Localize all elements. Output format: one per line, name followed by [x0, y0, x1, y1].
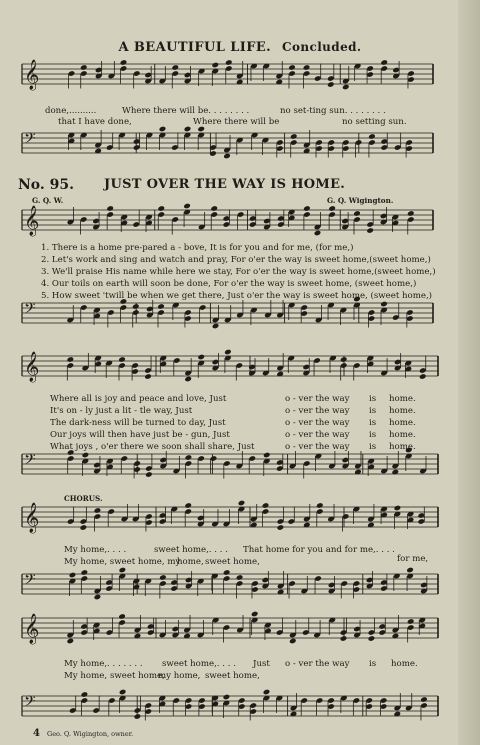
bass-clef-icon: 𝄢	[24, 693, 36, 714]
note-head	[328, 205, 336, 212]
composer: G. Q. Wigington.	[327, 196, 394, 205]
note-head	[159, 126, 167, 133]
note-head	[420, 696, 428, 703]
verse-line-2: 2. Let's work and sing and watch and pray, For o'er the way is sweet home,(sweet home,)	[41, 255, 431, 265]
verse-line-1: 1. There is a home pre-pared a - bove, It is for you and for me, (for me,)	[41, 243, 354, 253]
v2-line-4c: is	[369, 430, 377, 440]
note-head	[327, 81, 335, 88]
note-head	[159, 574, 167, 581]
v2-line-3b: o - ver the way	[285, 418, 350, 428]
note-head	[212, 323, 220, 330]
note-head	[340, 356, 348, 363]
note-head	[407, 210, 415, 217]
v2-line-1a: Where all is joy and peace and love, Just	[50, 394, 227, 404]
note-head	[394, 505, 402, 512]
note-head	[223, 569, 231, 576]
prev-song-header	[0, 40, 480, 55]
note-head	[406, 567, 414, 574]
chorus1-bottom-b: home,	[177, 557, 204, 567]
note-layer	[66, 59, 427, 720]
chorus2-top-d: o - ver the way	[285, 659, 350, 669]
verse-line-4: 4. Our toils on earth will soon be done, For o'er the way is sweet home, (sweet home,)	[41, 279, 417, 289]
bass-clef-icon: 𝄢	[24, 451, 36, 472]
note-head	[342, 84, 350, 91]
note-head	[368, 635, 376, 642]
concluded-label: Concluded.	[282, 40, 362, 54]
chorus1-right: for me,	[397, 554, 429, 564]
note-head	[106, 205, 114, 212]
verse-line-3: 3. We'll praise His name while here we stay, For o'er the way is sweet home,(sweet home,)	[41, 267, 436, 277]
verse-line-5: 5. How sweet 'twill be when we get there, Just o'er the way is sweet home, (sweet home,)	[41, 291, 433, 301]
v2-line-5a: What joys , o'er there we soon shall share, Just	[50, 442, 255, 452]
v2-line-2c: is	[369, 406, 377, 416]
staff-layer	[22, 64, 438, 716]
note-head	[183, 203, 191, 210]
bass-clef-icon: 𝄢	[24, 130, 36, 151]
note-head	[134, 713, 142, 720]
note-head	[353, 210, 361, 217]
song-title: JUST OVER THE WAY IS HOME.	[104, 177, 346, 192]
note-head	[67, 356, 75, 363]
note-head	[225, 59, 233, 66]
note-head	[118, 613, 126, 620]
treble-clef-icon: 𝄞	[24, 60, 40, 90]
note-head	[82, 452, 90, 459]
note-head	[157, 205, 165, 212]
note-head	[69, 572, 77, 579]
v2-line-2b: o - ver the way	[285, 406, 350, 416]
v2-line-4d: home.	[389, 430, 416, 440]
note-head	[210, 205, 218, 212]
prev-lyric-2b: Where there will be	[193, 117, 280, 127]
note-head	[119, 567, 127, 574]
treble-clef-icon: 𝄞	[24, 503, 40, 533]
note-head	[419, 373, 427, 380]
note-head	[290, 133, 298, 140]
v2-line-5d: home.	[389, 442, 416, 452]
note-head	[157, 303, 165, 310]
note-head	[340, 635, 348, 642]
prev-lyric-1a: done,..........	[45, 106, 97, 116]
bass-clef-icon: 𝄢	[24, 571, 36, 592]
note-head	[184, 376, 192, 383]
page-number: 4	[33, 728, 40, 739]
note-head	[303, 64, 311, 71]
chorus2-bottom-d: sweet home,	[205, 671, 260, 681]
note-head	[223, 694, 231, 701]
note-head	[184, 502, 192, 509]
chorus1-bottom-c: sweet home,	[205, 557, 260, 567]
chorus2-top-e: is	[369, 659, 377, 669]
note-head	[289, 638, 297, 645]
note-head	[303, 205, 311, 212]
prev-song-title: A BEAUTIFUL LIFE.	[118, 40, 272, 55]
note-head	[119, 689, 127, 696]
note-head	[197, 354, 205, 361]
note-head	[251, 611, 259, 618]
treble-clef-icon: 𝄞	[24, 206, 40, 236]
treble-clef-icon: 𝄞	[24, 352, 40, 382]
chorus2-top-c: Just	[253, 659, 270, 669]
v2-line-1b: o - ver the way	[285, 394, 350, 404]
song-number: No. 95.	[18, 177, 74, 193]
note-head	[81, 691, 89, 698]
note-head	[263, 689, 271, 696]
note-head	[184, 126, 192, 133]
note-head	[368, 133, 376, 140]
note-head	[81, 569, 89, 576]
note-head	[223, 153, 231, 160]
note-head	[171, 64, 179, 71]
note-head	[262, 502, 270, 509]
note-head	[277, 524, 285, 531]
v2-line-3d: home.	[389, 418, 416, 428]
prev-lyric-1c: no set-ting sun. . . . . . . .	[280, 106, 386, 116]
chorus1-top-a: My home,. . . .	[64, 545, 127, 555]
note-head	[380, 59, 388, 66]
note-head	[407, 618, 415, 625]
note-head	[366, 227, 374, 234]
chorus2-top-b: sweet home,. . . .	[162, 659, 236, 669]
treble-clef-icon: 𝄞	[24, 614, 40, 644]
prev-lyric-2a: that I have done,	[58, 117, 132, 127]
prev-lyric-2c: no setting sun.	[342, 117, 407, 127]
note-head	[80, 524, 88, 531]
note-head	[132, 303, 140, 310]
v2-line-2d: home.	[389, 406, 416, 416]
note-head	[288, 64, 296, 71]
note-head	[314, 230, 322, 237]
v2-line-3c: is	[369, 418, 377, 428]
note-head	[238, 500, 246, 507]
v2-line-4a: Our joys will then have just be - gun, Just	[50, 430, 230, 440]
bass-clef-icon: 𝄢	[24, 300, 36, 321]
note-head	[118, 356, 126, 363]
note-head	[185, 454, 193, 461]
v2-line-5c: is	[369, 442, 377, 452]
author-initials: G. Q. W.	[32, 196, 64, 205]
v2-line-2a: It's on - ly just a lit - tle way, Just	[50, 406, 193, 416]
note-head	[120, 59, 128, 66]
v2-line-1c: is	[369, 394, 377, 404]
v2-line-3a: The dark-ness will be turned to day, Just	[50, 418, 226, 428]
chorus2-bottom-a: My home,	[64, 671, 108, 681]
chorus1-top-c: That home for you and for me,. . . .	[243, 545, 395, 555]
note-head	[145, 471, 153, 478]
note-head	[94, 594, 102, 601]
note-head	[67, 638, 75, 645]
owner-line: Geo. Q. Wigington, owner.	[47, 730, 134, 738]
note-head	[263, 452, 271, 459]
chorus1-bottom-a: My home, sweet home, my	[64, 557, 181, 567]
note-head	[80, 64, 88, 71]
chorus2-bottom-c: my home,	[158, 671, 201, 681]
chorus1-top-b: sweet home,. . . .	[154, 545, 228, 555]
note-head	[236, 574, 244, 581]
v2-line-1d: home.	[389, 394, 416, 404]
prev-lyric-1b: Where there will be. . . . . . . .	[122, 106, 250, 116]
chorus-label: CHORUS.	[64, 494, 103, 503]
v2-line-5b: o - ver the way	[285, 442, 350, 452]
chorus2-bottom-b: sweet home,	[110, 671, 165, 681]
note-head	[94, 507, 102, 514]
note-head	[144, 373, 152, 380]
note-head	[212, 62, 220, 69]
chorus2-top-f: home.	[391, 659, 418, 669]
v2-line-4b: o - ver the way	[285, 430, 350, 440]
clef-layer	[24, 59, 39, 714]
note-head	[380, 301, 388, 308]
note-head	[224, 349, 232, 356]
chorus2-top-a: My home,. . . . . . .	[64, 659, 143, 669]
note-head	[316, 502, 324, 509]
